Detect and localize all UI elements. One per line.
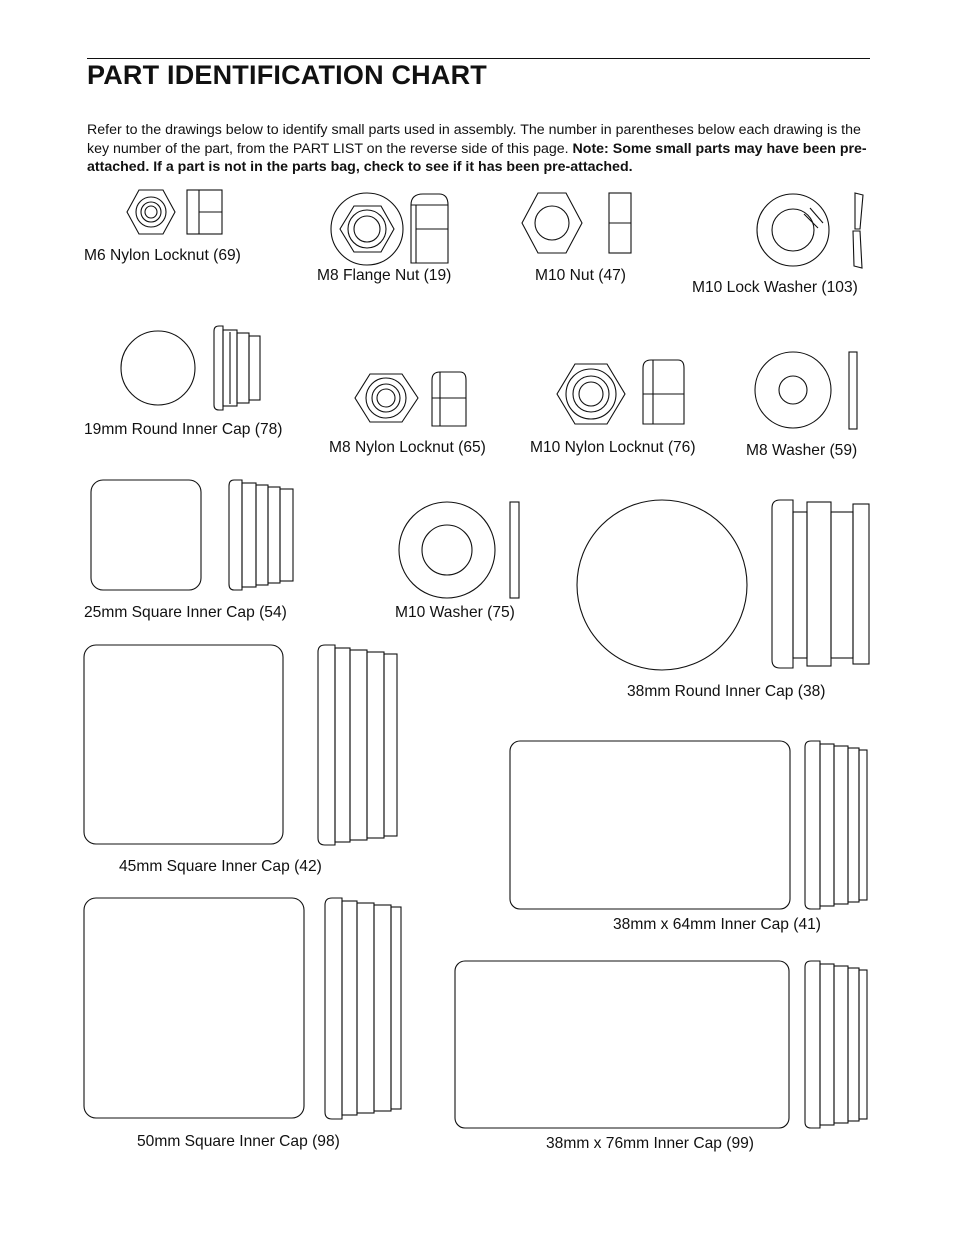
label-38x76mm-inner-cap: 38mm x 76mm Inner Cap (99)	[546, 1135, 754, 1152]
label-50mm-square-inner-cap: 50mm Square Inner Cap (98)	[137, 1133, 340, 1150]
label-m10-nylon-locknut: M10 Nylon Locknut (76)	[530, 439, 696, 456]
label-m8-nylon-locknut: M8 Nylon Locknut (65)	[329, 439, 486, 456]
45mm-square-inner-cap-drawing	[84, 645, 397, 845]
38x64mm-inner-cap-drawing	[510, 741, 867, 909]
label-38x64mm-inner-cap: 38mm x 64mm Inner Cap (41)	[613, 916, 821, 933]
m10-lock-washer-drawing	[757, 193, 863, 268]
m8-nylon-locknut-drawing	[355, 372, 466, 426]
label-19mm-round-inner-cap: 19mm Round Inner Cap (78)	[84, 421, 283, 438]
label-m10-nut: M10 Nut (47)	[535, 267, 626, 284]
label-m8-washer: M8 Washer (59)	[746, 442, 858, 459]
intro-note: Note: Some small parts may have been pre-attached. If a part is not in the parts bag, check to see if it has been pre-attached.	[87, 140, 867, 175]
label-m10-lock-washer: M10 Lock Washer (103)	[692, 279, 858, 296]
label-45mm-square-inner-cap: 45mm Square Inner Cap (42)	[119, 858, 322, 875]
m10-nylon-locknut-drawing	[557, 360, 684, 424]
page-title: PART IDENTIFICATION CHART	[87, 60, 487, 90]
intro-text: Refer to the drawings below to identify small parts used in assembly. The number in parentheses below each drawing is the key number of the part, from the PART LIST on the reverse side of this page.	[87, 122, 861, 157]
m10-nut-drawing	[522, 193, 631, 253]
m6-nylon-locknut-drawing	[127, 190, 222, 234]
38mm-round-inner-cap-drawing	[577, 500, 869, 670]
label-m10-washer: M10 Washer (75)	[395, 604, 515, 621]
label-m8-flange-nut: M8 Flange Nut (19)	[317, 267, 452, 284]
38x76mm-inner-cap-drawing	[455, 961, 867, 1128]
50mm-square-inner-cap-drawing	[84, 898, 401, 1119]
label-m6-nylon-locknut: M6 Nylon Locknut (69)	[84, 247, 241, 264]
m8-flange-nut-drawing	[331, 193, 448, 265]
label-38mm-round-inner-cap: 38mm Round Inner Cap (38)	[627, 683, 826, 700]
label-25mm-square-inner-cap: 25mm Square Inner Cap (54)	[84, 604, 287, 621]
19mm-round-inner-cap-drawing	[121, 326, 260, 410]
25mm-square-inner-cap-drawing	[91, 480, 293, 590]
m8-washer-drawing	[755, 352, 857, 429]
m10-washer-drawing	[399, 502, 519, 598]
